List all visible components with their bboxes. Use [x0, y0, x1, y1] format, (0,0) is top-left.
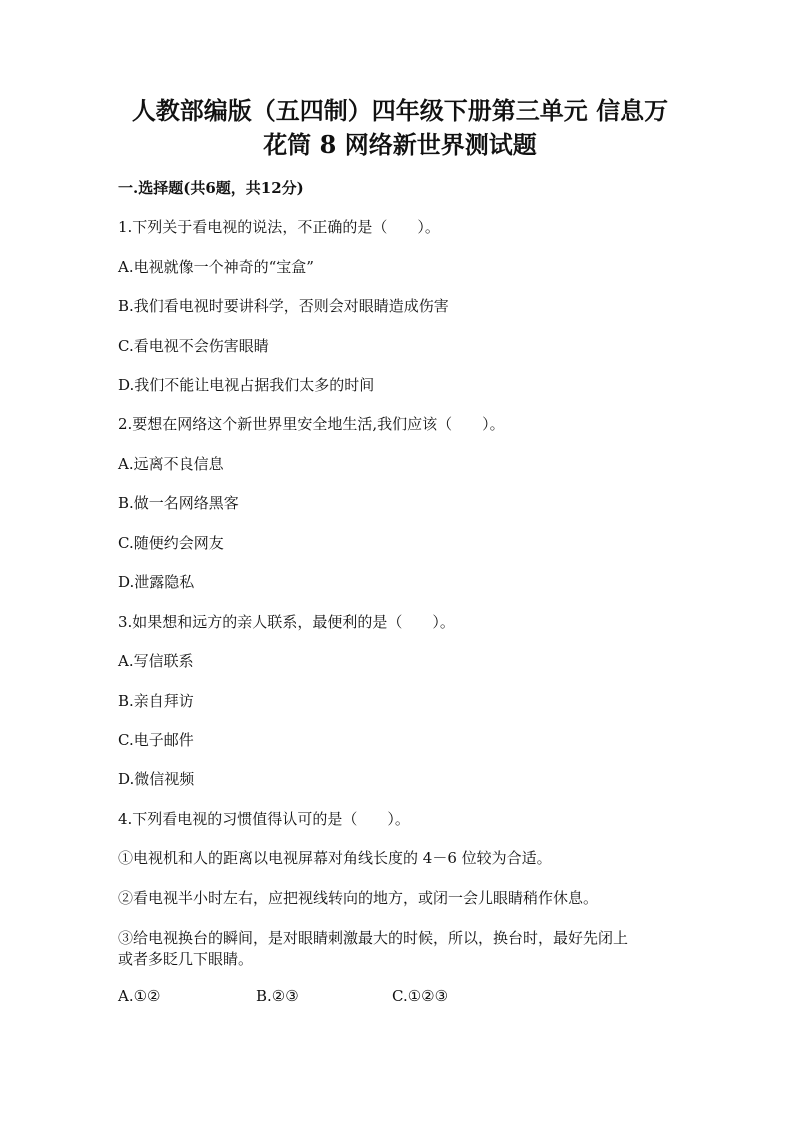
- question-4-option-b: B.②③: [256, 987, 299, 1005]
- question-4-statement-3: ③给电视换台的瞬间，是对眼睛刺激最大的时候，所以，换台时，最好先闭上: [118, 929, 629, 947]
- question-2-option-a: A.远离不良信息: [118, 455, 224, 473]
- question-3-stem: 3.如果想和远方的亲人联系，最便利的是（ ）。: [118, 613, 455, 631]
- question-4-option-c: C.①②③: [392, 987, 449, 1005]
- question-3-option-b: B.亲自拜访: [118, 692, 194, 710]
- question-3-option-d: D.微信视频: [118, 770, 195, 788]
- question-4-statement-3-continued: 或者多眨几下眼睛。: [118, 950, 254, 968]
- question-4-statement-2: ②看电视半小时左右，应把视线转向的地方，或闭一会儿眼睛稍作休息。: [118, 889, 599, 907]
- question-4-option-a: A.①②: [118, 987, 161, 1005]
- question-1-option-b: B.我们看电视时要讲科学，否则会对眼睛造成伤害: [118, 297, 449, 315]
- section-heading: 一.选择题(共6题，共12分): [118, 179, 304, 197]
- question-4-stem: 4.下列看电视的习惯值得认可的是（ ）。: [118, 810, 410, 828]
- page-title-line-1: 人教部编版（五四制）四年级下册第三单元 信息万: [131, 96, 669, 125]
- question-1-option-d: D.我们不能让电视占据我们太多的时间: [118, 376, 375, 394]
- question-1-option-a: A.电视就像一个神奇的“宝盒”: [118, 258, 314, 276]
- question-1-option-c: C.看电视不会伤害眼睛: [118, 337, 269, 355]
- question-3-option-c: C.电子邮件: [118, 731, 194, 749]
- question-4-statement-1: ①电视机和人的距离以电视屏幕对角线长度的 4－6 位较为合适。: [118, 849, 552, 867]
- question-2-option-d: D.泄露隐私: [118, 573, 195, 591]
- question-3-option-a: A.写信联系: [118, 652, 194, 670]
- question-2-option-c: C.随便约会网友: [118, 534, 224, 552]
- page-title-line-2: 花筒 8 网络新世界测试题: [263, 130, 537, 159]
- question-1-stem: 1.下列关于看电视的说法，不正确的是（ ）。: [118, 218, 440, 236]
- question-2-option-b: B.做一名网络黑客: [118, 494, 239, 512]
- question-2-stem: 2.要想在网络这个新世界里安全地生活,我们应该（ ）。: [118, 415, 505, 433]
